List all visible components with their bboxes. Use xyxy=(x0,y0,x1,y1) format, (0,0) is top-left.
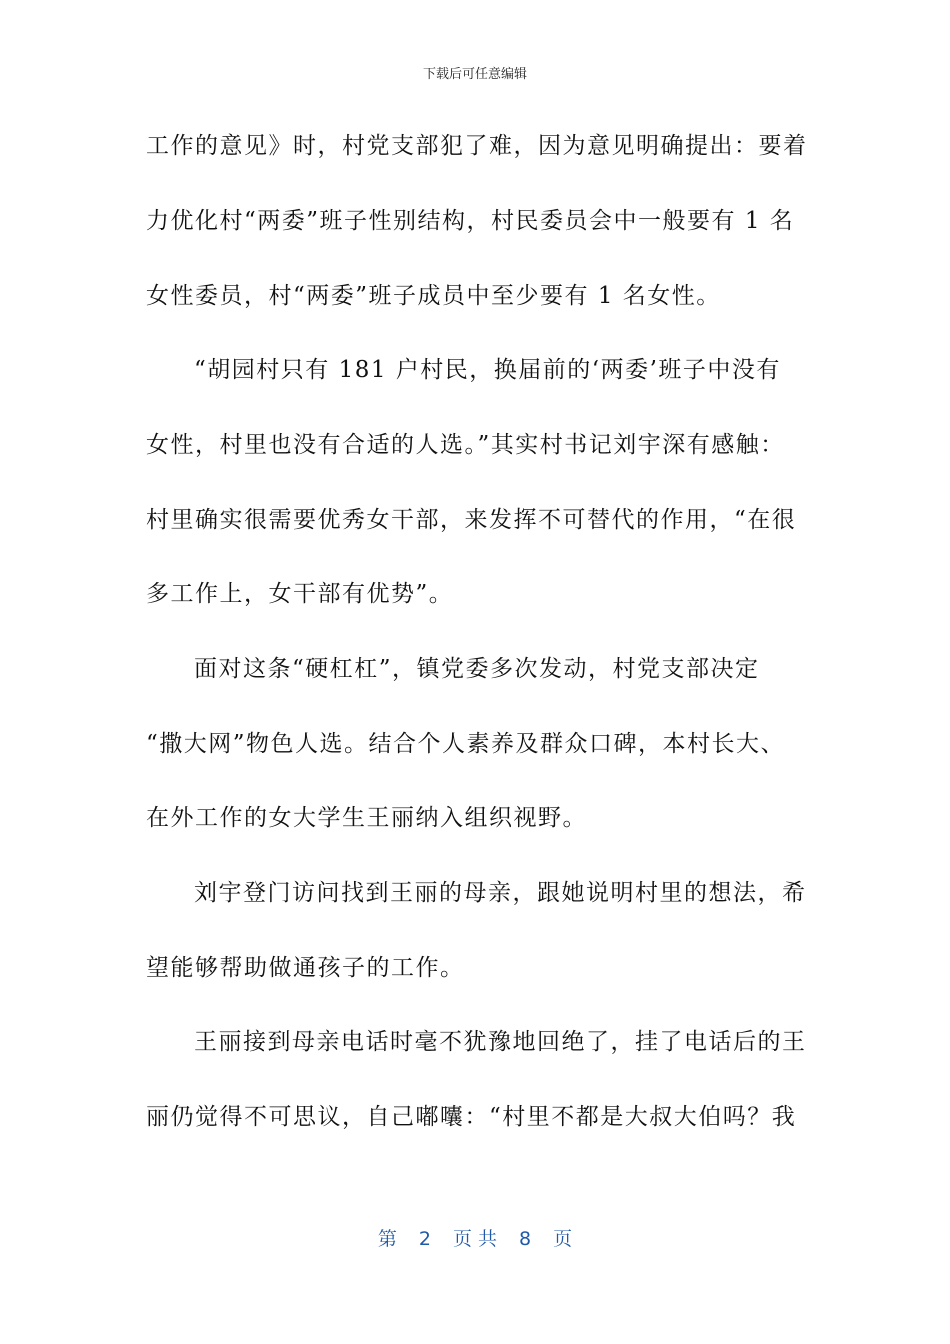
paragraph-line: 力优化村“两委”班子性别结构，村民委员会中一般要有 1 名 xyxy=(146,208,795,234)
footer-prefix: 第 xyxy=(377,1228,397,1250)
total-pages-number: 8 xyxy=(519,1228,532,1250)
footer-suffix: 页 xyxy=(553,1228,573,1250)
paragraph-line: 女性委员，村“两委”班子成员中至少要有 1 名女性。 xyxy=(146,283,721,309)
paragraph-line: 王丽接到母亲电话时毫不犹豫地回绝了，挂了电话后的王 xyxy=(194,1029,807,1055)
paragraph-line: 丽仍觉得不可思议，自己嘟囔：“村里不都是大叔大伯吗？我 xyxy=(146,1104,797,1130)
paragraph-line: “撒大网”物色人选。结合个人素养及群众口碑，本村长大、 xyxy=(146,731,786,757)
footer-middle: 页 共 xyxy=(452,1228,498,1250)
paragraph-line: 在外工作的女大学生王丽纳入组织视野。 xyxy=(146,805,587,831)
paragraph-line: 工作的意见》时，村党支部犯了难，因为意见明确提出：要着 xyxy=(146,133,808,159)
page-header: 下载后可任意编辑 xyxy=(422,67,527,82)
current-page-number: 2 xyxy=(418,1228,431,1250)
paragraph-line: 刘宇登门访问找到王丽的母亲，跟她说明村里的想法，希 xyxy=(194,880,807,906)
paragraph-line: 村里确实很需要优秀女干部，来发挥不可替代的作用，“在很 xyxy=(146,507,797,533)
paragraph-line: 望能够帮助做通孩子的工作。 xyxy=(146,955,465,981)
paragraph-line: 女性，村里也没有合适的人选。”其实村书记刘宇深有感触： xyxy=(146,432,785,458)
paragraph-line: “胡园村只有 181 户村民，换届前的‘两委’班子中没有 xyxy=(194,357,781,383)
paragraph-line: 面对这条“硬杠杠”，镇党委多次发动，村党支部决定 xyxy=(194,656,760,682)
paragraph-line: 多工作上，女干部有优势”。 xyxy=(146,581,454,607)
page-footer xyxy=(0,1226,950,1252)
